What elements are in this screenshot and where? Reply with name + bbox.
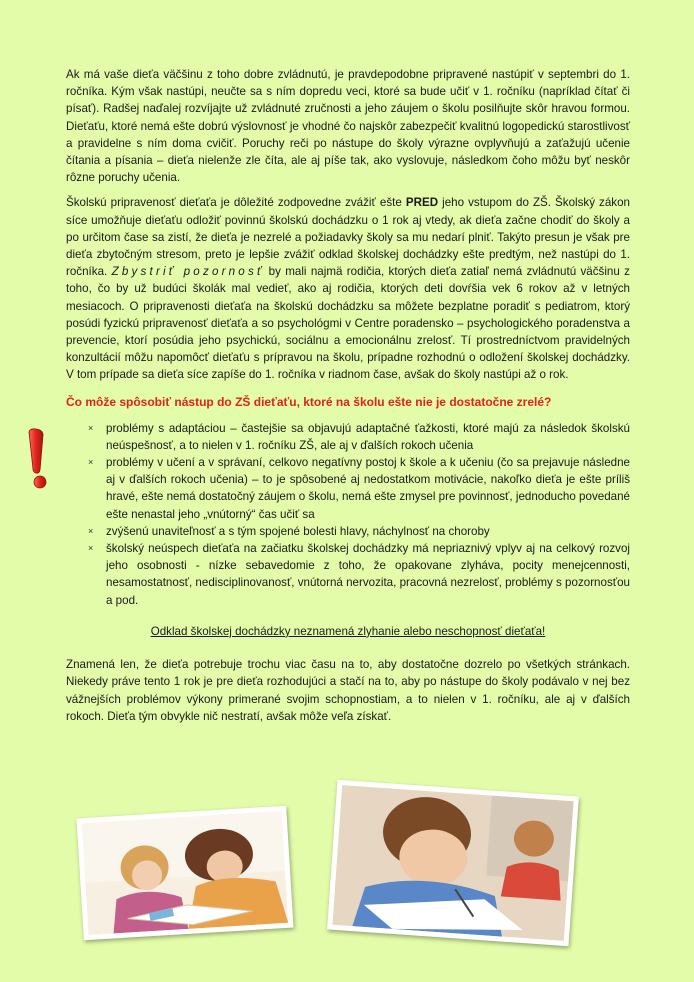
paragraph-readiness-part2: jeho vstupom do ZŠ. Školský zákon síce umožňuje dieťaťu odložiť povinnú školskú dochádzku o 1 rok aj vtedy, ak dieťa začne chodiť do školy a po určitom čase sa zistí, že dieťa je nezrelé a požiadavky školy sa mu nedarí plniť. Takýto presun je však pre dieťa zbytočným stresom, preto je lepšie zvážiť odklad školskej dochádzky ešte predtým, než nastúpi do 1. ročníka.	[66, 196, 630, 279]
paragraph-conclusion: Znamená len, že dieťa potrebuje trochu viac času na to, aby dostatočne dozrelo po všetkých stránkach. Niekedy práve tento 1 rok je pre dieťa rozhodujúci a stačí na to, aby po nástupe do školy podávalo v nej bez vážnejších problémov výkony primerané svojim schopnostiam, a to nielen v 1. ročníku, ale aj v ďalších rokoch. Dieťa tým obvykle nič nestratí, avšak môže veľa získať.	[66, 658, 630, 723]
consequences-list	[66, 420, 630, 609]
bullet-x-icon: ×	[88, 457, 94, 468]
exclamation-icon	[26, 428, 56, 492]
photo-child-reading-with-mother	[76, 806, 293, 941]
paragraph-readiness-part3: by mali najmä rodičia, ktorých dieťa zatiaľ nemá zvládnutú väčšinu z toho, čo by už budúci školák mal vedieť, ako aj rodičia, ktorých deti dovŕšia vek 6 rokov až v letných mesiacoch. O pripravenosti dieťaťa na školskú dochádzku sa môžete bezplatne poradiť s pediatrom, ktorý posúdi fyzickú pripravenosť dieťaťa a so psychológmi v Centre poradensko – psychologického poradenstva a prevencie, ktorí posúdia jeho psychickú, sociálnu a emocionálnu zrelosť. Tí prostredníctvom pravidelných konzultácií môžu napomôcť dieťaťu s prípravou na školu, prípadne rozhodnú o odložení školskej dochádzky. V tom prípade sa dieťa síce zapíše do 1. ročníka v riadnom čase, avšak do školy nastúpi až o rok.	[66, 265, 630, 382]
document-body	[66, 66, 630, 725]
emphasis-pred: PRED	[405, 196, 439, 210]
list-item	[88, 523, 630, 540]
list-item	[88, 454, 630, 523]
list-item-text: zvýšenú unaviteľnosť a s tým spojené bolesti hlavy, náchylnosť na choroby	[106, 524, 490, 538]
photo-boy-writing	[327, 780, 579, 947]
list-item-text: školský neúspech dieťaťa na začiatku školskej dochádzky má nepriaznivý vplyv aj na celkový rozvoj jeho osobnosti - nízke sebavedomie z toho, že opakovane zlyháva, pocity menejcennosti, nesamostatnosť, nedisciplinovanosť, vnútorná nervozita, pracovná nezrelosť, problémy s pozornosťou a pod.	[106, 542, 630, 607]
paragraph-intro: Ak má vaše dieťa väčšinu z toho dobre zvládnutú, je pravdepodobne pripravené nastúpiť v septembri do 1. ročníka. Kým však nastúpi, neučte sa s ním dopredu veci, ktoré sa bude učiť v 1. ročníku (napríklad čítať či písať). Radšej naďalej rozvíjajte už zvládnuté zručnosti a jeho záujem o školu posilňujte skôr hravou formou. Dieťaťu, ktoré nemá ešte dobrú výslovnosť je vhodné čo najskôr zabezpečiť kvalitnú logopedickú starostlivosť a pravidelne s ním doma cvičiť. Poruchy reči po nástupe do školy výrazne ovplyvňujú a zaťažujú učenie čítania a písania – dieťa nielenže zle číta, ale aj píše tak, ako vyslovuje, následkom čoho môžu byť neskôr rôzne poruchy učenia.	[66, 68, 630, 185]
emphasis-attention: Zbystriť pozornosť	[111, 265, 265, 279]
list-item	[88, 420, 630, 454]
section-heading: Čo môže spôsobiť nástup do ZŠ dieťaťu, ktoré na školu ešte nie je dostatočne zrelé?	[66, 394, 552, 409]
list-item	[88, 540, 630, 609]
paragraph-readiness-part1: Školskú pripravenosť dieťaťa je dôležité zodpovedne zvážiť ešte	[66, 196, 406, 210]
paragraph-readiness	[66, 194, 630, 383]
notice-statement: Odklad školskej dochádzky neznamená zlyhanie alebo neschopnosť dieťaťa!	[150, 624, 546, 638]
bullet-x-icon: ×	[88, 543, 94, 554]
bullet-x-icon: ×	[88, 422, 94, 433]
list-item-text: problémy s adaptáciou – častejšie sa objavujú adaptačné ťažkosti, ktoré majú za následok školskú neúspešnosť, a to nielen v 1. ročníku ZŠ, ale aj v ďalších rokoch učenia	[106, 421, 630, 452]
bullet-x-icon: ×	[88, 525, 94, 536]
list-item-text: problémy v učení a v správaní, celkovo negatívny postoj k škole a k učeniu (čo sa prejavuje následne aj v ďalších rokoch učenia) – to je spôsobené aj nedostatkom motivácie, nakoľko dieťa je ešte príliš hravé, ešte nemá dostatočný záujem o školu, nemá ešte zmysel pre povinnosť, jednoducho povedané ešte nenastal jeho „vnútorný“ čas učiť sa	[106, 456, 630, 521]
